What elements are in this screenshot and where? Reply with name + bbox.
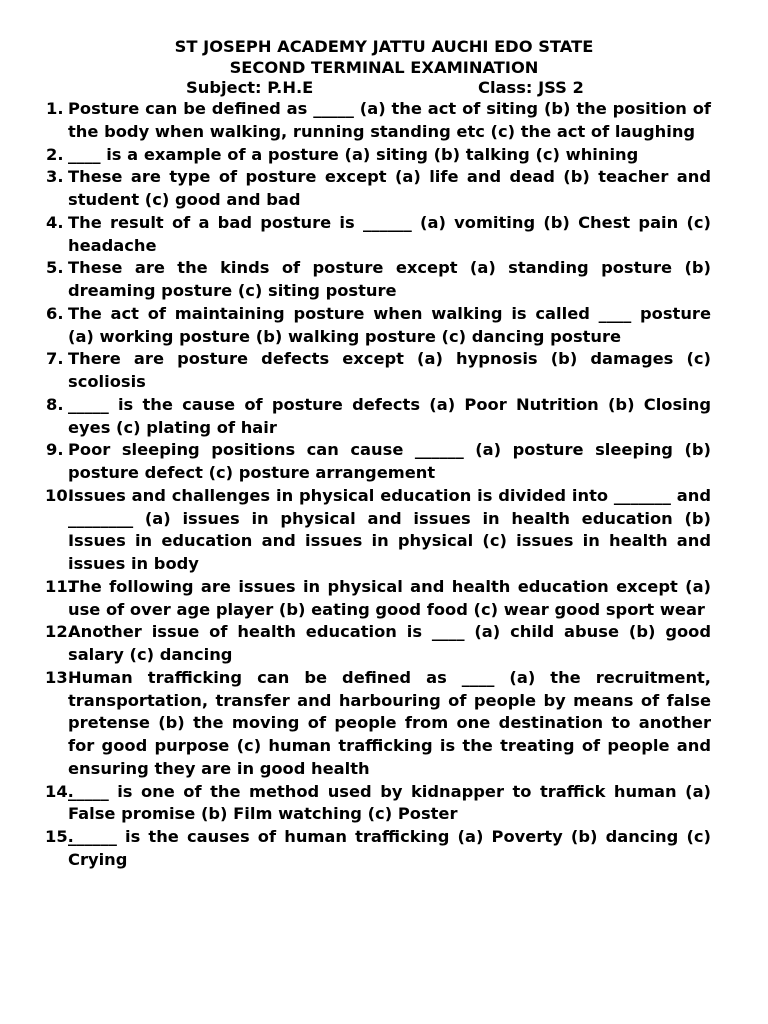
question-number: 9.	[46, 440, 64, 460]
question-item	[46, 667, 711, 781]
school-name: ST JOSEPH ACADEMY JATTU AUCHI EDO STATE	[174, 37, 594, 56]
question-text: These are the kinds of posture except (a) standing posture (b) dreaming posture (c) siting posture	[68, 258, 711, 300]
question-number: 3.	[46, 167, 64, 187]
document-header	[0, 36, 768, 78]
question-number: 8.	[46, 394, 64, 414]
exam-title: SECOND TERMINAL EXAMINATION	[229, 58, 539, 77]
question-item	[46, 144, 711, 167]
question-item	[46, 826, 711, 872]
question-text: ____ is a example of a posture (a) siting (b) talking (c) whining	[68, 144, 639, 164]
question-number: 7.	[46, 349, 64, 369]
question-item	[46, 212, 711, 258]
question-item	[46, 166, 711, 212]
question-number: 15.	[45, 827, 74, 846]
question-text: _____ is one of the method used by kidnapper to traffick human (a) False promise (b) Film watching (c) Poster	[68, 781, 711, 824]
question-number: 12.	[45, 622, 74, 642]
question-text: The following are issues in physical and health education except (a) use of over age player (b) eating good food (c) wear good sport wear	[68, 576, 711, 619]
question-item	[46, 348, 711, 394]
question-item	[46, 98, 711, 144]
question-item	[46, 576, 711, 622]
question-number: 13.	[45, 667, 74, 687]
subject-class-row	[0, 78, 768, 100]
question-item	[46, 485, 711, 576]
question-number: 6.	[46, 303, 64, 323]
question-item	[46, 257, 711, 303]
question-number: 2.	[46, 144, 64, 164]
question-number: 1.	[46, 99, 64, 118]
question-number: 5.	[46, 258, 64, 278]
question-text: Poor sleeping positions can cause ______ (a) posture sleeping (b) posture defect (c) posture arrangement	[68, 440, 711, 482]
question-item	[46, 621, 711, 667]
question-list	[46, 98, 711, 872]
question-text: The act of maintaining posture when walking is called ____ posture (a) working posture (b) walking posture (c) dancing posture	[68, 303, 711, 346]
question-text: Posture can be defined as _____ (a) the act of siting (b) the position of the body when walking, running standing etc (c) the act of laughing	[68, 99, 711, 141]
question-number: 4.	[46, 212, 64, 232]
question-number: 11.	[45, 576, 74, 596]
question-item	[46, 394, 711, 440]
question-number: 10.	[45, 485, 74, 505]
question-text: Human trafficking can be defined as ____ (a) the recruitment, transportation, transfer and harbouring of people by means of false pretense (b) the moving of people from one destination to another for good purpose (c) human trafficking is the treating of people and ensuring they are in good health	[68, 667, 711, 778]
question-item	[46, 439, 711, 485]
class-label: Class: JSS 2	[478, 78, 584, 97]
question-text: There are posture defects except (a) hypnosis (b) damages (c) scoliosis	[68, 349, 711, 391]
question-item	[46, 303, 711, 349]
question-text: _____ is the cause of posture defects (a) Poor Nutrition (b) Closing eyes (c) plating of hair	[68, 394, 711, 437]
question-text: The result of a bad posture is ______ (a) vomiting (b) Chest pain (c) headache	[68, 212, 711, 255]
question-item	[46, 781, 711, 827]
question-text: These are type of posture except (a) life and dead (b) teacher and student (c) good and bad	[68, 167, 711, 209]
question-text: Another issue of health education is ____ (a) child abuse (b) good salary (c) dancing	[68, 622, 711, 664]
subject-label: Subject: P.H.E	[186, 78, 314, 97]
question-number: 14.	[45, 781, 74, 801]
question-text: Issues and challenges in physical education is divided into _______ and ________ (a) issues in physical and issues in health education (b) Issues in education and issues in physical (c) issues in health and issues in body	[68, 485, 711, 573]
question-text: ______ is the causes of human trafficking (a) Poverty (b) dancing (c) Crying	[68, 827, 711, 869]
